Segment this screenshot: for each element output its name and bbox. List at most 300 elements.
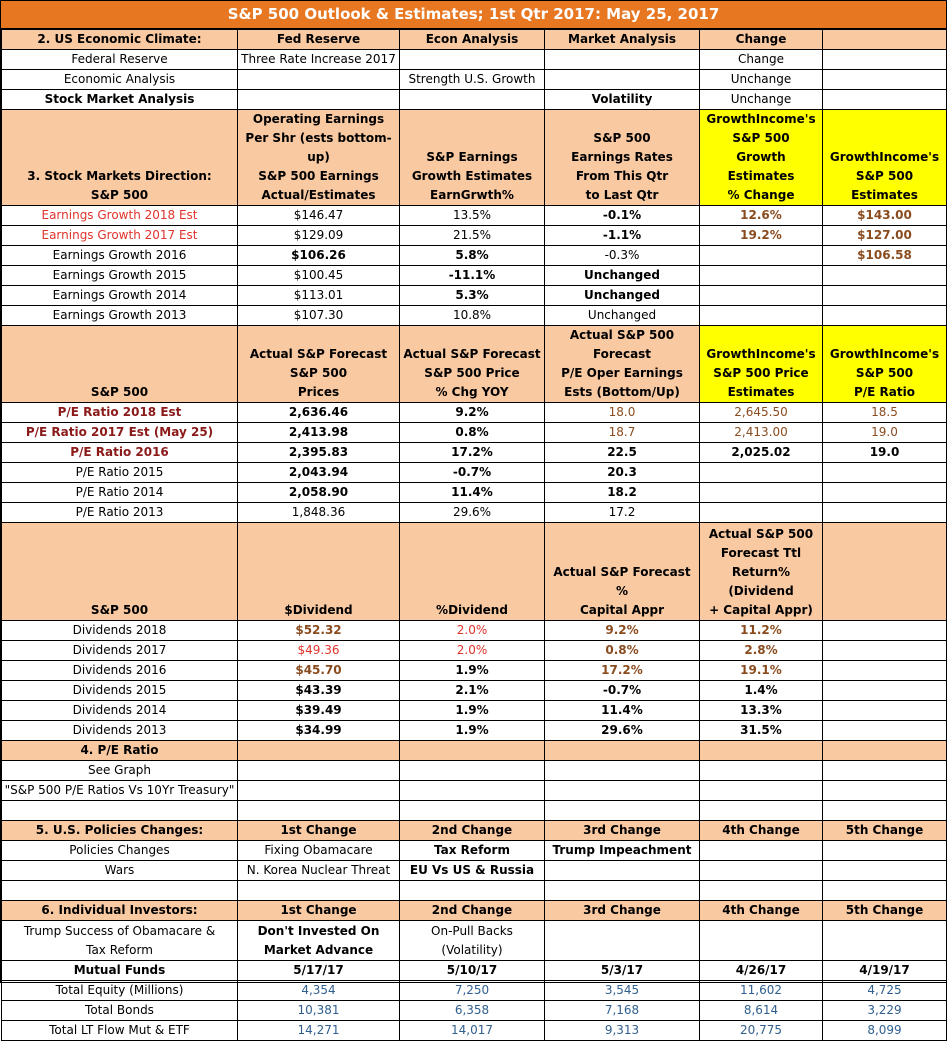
cell-c6: [823, 681, 947, 701]
cell-c3: [400, 921, 545, 961]
cell-line: Market Advance: [263, 943, 374, 957]
cell-c6: [823, 523, 947, 621]
pe-row: [2, 503, 947, 523]
cell-c2: [238, 523, 400, 621]
cell-c2: [238, 90, 400, 110]
cell-c5: [700, 801, 823, 821]
s6-row: [2, 981, 947, 1001]
cell-c2: $45.70: [238, 661, 400, 681]
cell-c5: [700, 463, 823, 483]
cell-c6: [823, 483, 947, 503]
cell-c2: $52.32: [238, 621, 400, 641]
cell-c4: -1.1%: [545, 226, 700, 246]
cell-c3: [400, 326, 545, 403]
cell-c6: $127.00: [823, 226, 947, 246]
cell-c3: 21.5%: [400, 226, 545, 246]
s2-row: [2, 50, 947, 70]
pe-header-row: [2, 326, 947, 403]
cell-c4: [545, 801, 700, 821]
cell-c3: 1.9%: [400, 661, 545, 681]
cell-c1: Policies Changes: [2, 841, 238, 861]
cell-c6: [823, 701, 947, 721]
cell-c5: 13.3%: [700, 701, 823, 721]
cell-c6: 5th Change: [823, 901, 947, 921]
cell-c1: [2, 801, 238, 821]
cell-line: (Volatility): [441, 943, 503, 957]
cell-c5: 12.6%: [700, 206, 823, 226]
cell-c4: Unchanged: [545, 266, 700, 286]
cell-c3: 17.2%: [400, 443, 545, 463]
cell-line: EarnGrwth%: [430, 188, 514, 202]
cell-line: Tax Reform: [86, 943, 153, 957]
cell-c2: 2,413.98: [238, 423, 400, 443]
cell-c5: [700, 306, 823, 326]
cell-c5: 11,602: [700, 981, 823, 1001]
cell-c1: Total LT Flow Mut & ETF: [2, 1021, 238, 1041]
cell-c6: 8,099: [823, 1021, 947, 1041]
cell-c3: 1.9%: [400, 721, 545, 741]
cell-c6: [823, 30, 947, 50]
cell-line: Operating Earnings: [252, 112, 385, 126]
cell-line: % Change: [727, 188, 795, 202]
cell-c5: 4th Change: [700, 901, 823, 921]
s6-mf-header-row: [2, 961, 947, 981]
cell-line: Growth Estimates: [411, 169, 533, 183]
cell-c3: [400, 781, 545, 801]
div-row: [2, 661, 947, 681]
cell-c4: -0.1%: [545, 206, 700, 226]
cell-c3: [400, 50, 545, 70]
cell-c3: 10.8%: [400, 306, 545, 326]
cell-c6: 19.0: [823, 443, 947, 463]
cell-c2: 2,058.90: [238, 483, 400, 503]
cell-c6: $106.58: [823, 246, 947, 266]
s6-trump-row: [2, 921, 947, 961]
cell-c2: $106.26: [238, 246, 400, 266]
div-row: [2, 621, 947, 641]
cell-c3: Econ Analysis: [400, 30, 545, 50]
cell-c1: P/E Ratio 2015: [2, 463, 238, 483]
cell-line: GrowthIncome's: [829, 150, 940, 164]
cell-line: Actual S&P Forecast %: [553, 565, 691, 598]
cell-c2: $129.09: [238, 226, 400, 246]
s6-header-row: [2, 901, 947, 921]
cell-line: Growth Estimates: [727, 150, 795, 183]
cell-line: %Dividend: [436, 603, 508, 617]
cell-c6: 3,229: [823, 1001, 947, 1021]
cell-c1: Total Equity (Millions): [2, 981, 238, 1001]
cell-c2: $43.39: [238, 681, 400, 701]
cell-c6: 4,725: [823, 981, 947, 1001]
cell-c6: [823, 801, 947, 821]
cell-c1: [2, 110, 238, 206]
cell-c2: $49.36: [238, 641, 400, 661]
cell-c1: P/E Ratio 2017 Est (May 25): [2, 423, 238, 443]
cell-c5: Unchange: [700, 70, 823, 90]
cell-line: S&P 500: [90, 188, 149, 202]
cell-c1: [2, 326, 238, 403]
cell-c4: 7,168: [545, 1001, 700, 1021]
s3-row: [2, 266, 947, 286]
cell-c2: 1,848.36: [238, 503, 400, 523]
pe-row: [2, 463, 947, 483]
s3-header-row: [2, 110, 947, 206]
cell-c6: [823, 721, 947, 741]
spacer-row: [2, 881, 947, 901]
cell-line: Estimates: [727, 385, 795, 399]
cell-c4: 18.7: [545, 423, 700, 443]
cell-c6: [823, 921, 947, 961]
cell-c6: [823, 661, 947, 681]
cell-c6: [823, 90, 947, 110]
cell-line: P/E Oper Earnings: [561, 366, 683, 380]
cell-c4: 22.5: [545, 443, 700, 463]
cell-c5: 19.1%: [700, 661, 823, 681]
cell-c5: [700, 266, 823, 286]
cell-c4: 18.0: [545, 403, 700, 423]
cell-c4: -0.3%: [545, 246, 700, 266]
spacer-row: [2, 801, 947, 821]
cell-c3: EU Vs US & Russia: [400, 861, 545, 881]
cell-c4: 9.2%: [545, 621, 700, 641]
cell-line: S&P Earnings: [426, 150, 518, 164]
cell-c2: [238, 70, 400, 90]
cell-c2: [238, 781, 400, 801]
s3-row: [2, 246, 947, 266]
cell-c5: 19.2%: [700, 226, 823, 246]
cell-c4: -0.7%: [545, 681, 700, 701]
cell-c5: Unchange: [700, 90, 823, 110]
cell-line: Trump Success of Obamacare &: [23, 924, 216, 938]
cell-c5: 4th Change: [700, 821, 823, 841]
cell-c2: Fed Reserve: [238, 30, 400, 50]
cell-line: Prices: [297, 385, 340, 399]
cell-c4: [545, 741, 700, 761]
s6-row: [2, 1001, 947, 1021]
cell-c5: [700, 861, 823, 881]
cell-c1: Dividends 2015: [2, 681, 238, 701]
div-row: [2, 641, 947, 661]
cell-line: % Chg YOY: [435, 385, 509, 399]
cell-line: Forecast Ttl: [720, 546, 802, 560]
cell-c5: 2,025.02: [700, 443, 823, 463]
cell-line: Earnings Rates: [571, 150, 673, 164]
cell-c1: Earnings Growth 2017 Est: [2, 226, 238, 246]
cell-line: S&P 500 Price: [424, 366, 520, 380]
cell-line: Don't Invested On: [257, 924, 380, 938]
cell-c6: [823, 266, 947, 286]
cell-line: 3. Stock Markets Direction:: [27, 169, 212, 183]
cell-line: S&P 500: [855, 169, 914, 183]
cell-c1: Dividends 2018: [2, 621, 238, 641]
cell-c2: 2,395.83: [238, 443, 400, 463]
cell-c6: [823, 741, 947, 761]
cell-c2: 4,354: [238, 981, 400, 1001]
cell-c2: [238, 801, 400, 821]
cell-c4: [545, 70, 700, 90]
cell-line: GrowthIncome's: [706, 112, 816, 126]
cell-c5: 1.4%: [700, 681, 823, 701]
cell-line: S&P 500: [90, 385, 149, 399]
s2-row: [2, 90, 947, 110]
cell-line: S&P 500 Earnings: [258, 169, 379, 183]
cell-c2: [238, 741, 400, 761]
cell-c2: $100.45: [238, 266, 400, 286]
cell-c1: Dividends 2017: [2, 641, 238, 661]
cell-c5: 2,645.50: [700, 403, 823, 423]
cell-c5: [700, 841, 823, 861]
cell-c2: 1st Change: [238, 821, 400, 841]
cell-c4: 5/3/17: [545, 961, 700, 981]
cell-c1: [2, 881, 238, 901]
cell-c3: 11.4%: [400, 483, 545, 503]
cell-line: Estimates: [851, 188, 918, 202]
cell-c4: 3rd Change: [545, 821, 700, 841]
s3-row: [2, 286, 947, 306]
cell-c4: 17.2%: [545, 661, 700, 681]
cell-c2: 10,381: [238, 1001, 400, 1021]
cell-c2: [238, 881, 400, 901]
cell-line: Ests (Bottom/Up): [564, 385, 680, 399]
cell-c2: 14,271: [238, 1021, 400, 1041]
cell-line: S&P 500: [732, 131, 790, 145]
cell-c2: [238, 110, 400, 206]
cell-c1: [2, 921, 238, 961]
cell-c2: $39.49: [238, 701, 400, 721]
s3-row: [2, 306, 947, 326]
cell-line: Actual/Estimates: [261, 188, 376, 202]
cell-line: Actual S&P Forecast: [403, 347, 541, 361]
cell-c5: [700, 921, 823, 961]
cell-c3: 14,017: [400, 1021, 545, 1041]
cell-c3: [400, 110, 545, 206]
cell-c6: 5th Change: [823, 821, 947, 841]
cell-c4: Volatility: [545, 90, 700, 110]
cell-c2: 2,636.46: [238, 403, 400, 423]
cell-c5: [700, 483, 823, 503]
cell-c3: -0.7%: [400, 463, 545, 483]
cell-c6: [823, 463, 947, 483]
cell-c4: [545, 761, 700, 781]
cell-c5: [700, 503, 823, 523]
cell-c3: 2nd Change: [400, 901, 545, 921]
cell-c5: 11.2%: [700, 621, 823, 641]
cell-c1: Earnings Growth 2014: [2, 286, 238, 306]
cell-c6: [823, 841, 947, 861]
cell-c3: -11.1%: [400, 266, 545, 286]
cell-c1: 6. Individual Investors:: [2, 901, 238, 921]
cell-c3: [400, 90, 545, 110]
s4-header-row: [2, 741, 947, 761]
pe-row: [2, 443, 947, 463]
cell-c3: 5/10/17: [400, 961, 545, 981]
cell-c3: 2.1%: [400, 681, 545, 701]
cell-c3: [400, 741, 545, 761]
cell-c3: Tax Reform: [400, 841, 545, 861]
cell-c6: [823, 70, 947, 90]
cell-c4: Market Analysis: [545, 30, 700, 50]
cell-c2: 2,043.94: [238, 463, 400, 483]
cell-c2: $113.01: [238, 286, 400, 306]
cell-line: Per Shr (ests bottom-up): [245, 131, 392, 164]
cell-c6: [823, 306, 947, 326]
cell-c3: [400, 881, 545, 901]
cell-c3: 2nd Change: [400, 821, 545, 841]
cell-line: GrowthIncome's: [706, 347, 816, 361]
cell-c1: Wars: [2, 861, 238, 881]
cell-c4: [545, 781, 700, 801]
cell-c4: 18.2: [545, 483, 700, 503]
cell-line: S&P 500: [593, 131, 651, 145]
cell-c4: 29.6%: [545, 721, 700, 741]
cell-c1: Dividends 2014: [2, 701, 238, 721]
cell-c6: $143.00: [823, 206, 947, 226]
cell-line: S&P 500 Price: [713, 366, 809, 380]
cell-line: P/E Ratio: [854, 385, 915, 399]
cell-c6: [823, 621, 947, 641]
cell-line: GrowthIncome's: [829, 347, 940, 361]
cell-c4: [545, 881, 700, 901]
cell-c4: Unchanged: [545, 286, 700, 306]
cell-c5: [700, 246, 823, 266]
cell-c3: [400, 761, 545, 781]
cell-c2: $34.99: [238, 721, 400, 741]
cell-c3: 6,358: [400, 1001, 545, 1021]
cell-c6: 19.0: [823, 423, 947, 443]
cell-c2: 1st Change: [238, 901, 400, 921]
cell-c1: Federal Reserve: [2, 50, 238, 70]
cell-c1: 4. P/E Ratio: [2, 741, 238, 761]
cell-c3: Strength U.S. Growth: [400, 70, 545, 90]
cell-c4: [545, 861, 700, 881]
cell-line: Return% (Dividend: [728, 565, 794, 598]
pe-row: [2, 423, 947, 443]
cell-c6: [823, 761, 947, 781]
cell-line: S&P 500: [855, 366, 914, 380]
cell-c6: 18.5: [823, 403, 947, 423]
cell-c5: 31.5%: [700, 721, 823, 741]
cell-c2: Three Rate Increase 2017: [238, 50, 400, 70]
cell-c5: 8,614: [700, 1001, 823, 1021]
cell-c5: [700, 881, 823, 901]
cell-c5: [700, 781, 823, 801]
cell-c2: N. Korea Nuclear Threat: [238, 861, 400, 881]
cell-c6: [823, 641, 947, 661]
cell-line: S&P 500: [289, 366, 348, 380]
cell-c3: 1.9%: [400, 701, 545, 721]
cell-c1: Earnings Growth 2016: [2, 246, 238, 266]
cell-c1: [2, 523, 238, 621]
cell-c5: [700, 326, 823, 403]
s4-row: [2, 761, 947, 781]
cell-c2: [238, 326, 400, 403]
cell-c3: 2.0%: [400, 641, 545, 661]
s3-row: [2, 226, 947, 246]
cell-c4: 9,313: [545, 1021, 700, 1041]
cell-c4: 11.4%: [545, 701, 700, 721]
cell-c4: 20.3: [545, 463, 700, 483]
cell-c4: 0.8%: [545, 641, 700, 661]
cell-c5: [700, 110, 823, 206]
s5-row: [2, 861, 947, 881]
cell-c6: [823, 861, 947, 881]
cell-c5: 2.8%: [700, 641, 823, 661]
cell-c1: See Graph: [2, 761, 238, 781]
cell-c3: 9.2%: [400, 403, 545, 423]
cell-line: Capital Appr: [579, 603, 665, 617]
cell-line: + Capital Appr): [709, 603, 813, 617]
cell-c3: 0.8%: [400, 423, 545, 443]
cell-c1: Stock Market Analysis: [2, 90, 238, 110]
cell-line: Actual S&P 500: [708, 527, 814, 541]
div-header-row: [2, 523, 947, 621]
cell-c3: [400, 523, 545, 621]
cell-c4: Trump Impeachment: [545, 841, 700, 861]
cell-c1: Total Bonds: [2, 1001, 238, 1021]
cell-c4: 3rd Change: [545, 901, 700, 921]
cell-c3: 7,250: [400, 981, 545, 1001]
cell-c2: Fixing Obamacare: [238, 841, 400, 861]
outlook-table: [1, 29, 947, 1041]
s2-header-row: [2, 30, 947, 50]
cell-c6: [823, 503, 947, 523]
cell-c4: [545, 50, 700, 70]
sheet-title: S&P 500 Outlook & Estimates; 1st Qtr 2017: May 25, 2017: [1, 1, 946, 29]
cell-c6: [823, 286, 947, 306]
cell-c1: P/E Ratio 2014: [2, 483, 238, 503]
cell-c3: 2.0%: [400, 621, 545, 641]
cell-c1: Earnings Growth 2013: [2, 306, 238, 326]
cell-c4: 17.2: [545, 503, 700, 523]
cell-c1: P/E Ratio 2018 Est: [2, 403, 238, 423]
s5-row: [2, 841, 947, 861]
cell-c5: 2,413.00: [700, 423, 823, 443]
cell-c1: Dividends 2013: [2, 721, 238, 741]
cell-c1: 2. US Economic Climate:: [2, 30, 238, 50]
cell-line: S&P 500: [90, 603, 149, 617]
cell-c5: [700, 741, 823, 761]
cell-c1: Economic Analysis: [2, 70, 238, 90]
cell-c2: [238, 761, 400, 781]
cell-c1: Earnings Growth 2015: [2, 266, 238, 286]
s2-row: [2, 70, 947, 90]
cell-c5: Change: [700, 50, 823, 70]
cell-c1: P/E Ratio 2016: [2, 443, 238, 463]
cell-c1: Earnings Growth 2018 Est: [2, 206, 238, 226]
cell-c2: 5/17/17: [238, 961, 400, 981]
cell-c6: 4/19/17: [823, 961, 947, 981]
cell-c3: 5.3%: [400, 286, 545, 306]
cell-c5: 20,775: [700, 1021, 823, 1041]
cell-c1: Dividends 2016: [2, 661, 238, 681]
pe-row: [2, 483, 947, 503]
cell-c3: 29.6%: [400, 503, 545, 523]
cell-c4: [545, 110, 700, 206]
cell-c6: [823, 50, 947, 70]
s3-row: [2, 206, 947, 226]
cell-c4: [545, 921, 700, 961]
cell-c3: 13.5%: [400, 206, 545, 226]
cell-line: From This Qtr: [575, 169, 669, 183]
cell-c4: Unchanged: [545, 306, 700, 326]
cell-c5: [700, 286, 823, 306]
cell-c5: [700, 523, 823, 621]
cell-c2: $146.47: [238, 206, 400, 226]
cell-line: On-Pull Backs: [431, 924, 513, 938]
cell-c6: [823, 110, 947, 206]
cell-c6: [823, 881, 947, 901]
cell-c6: [823, 326, 947, 403]
